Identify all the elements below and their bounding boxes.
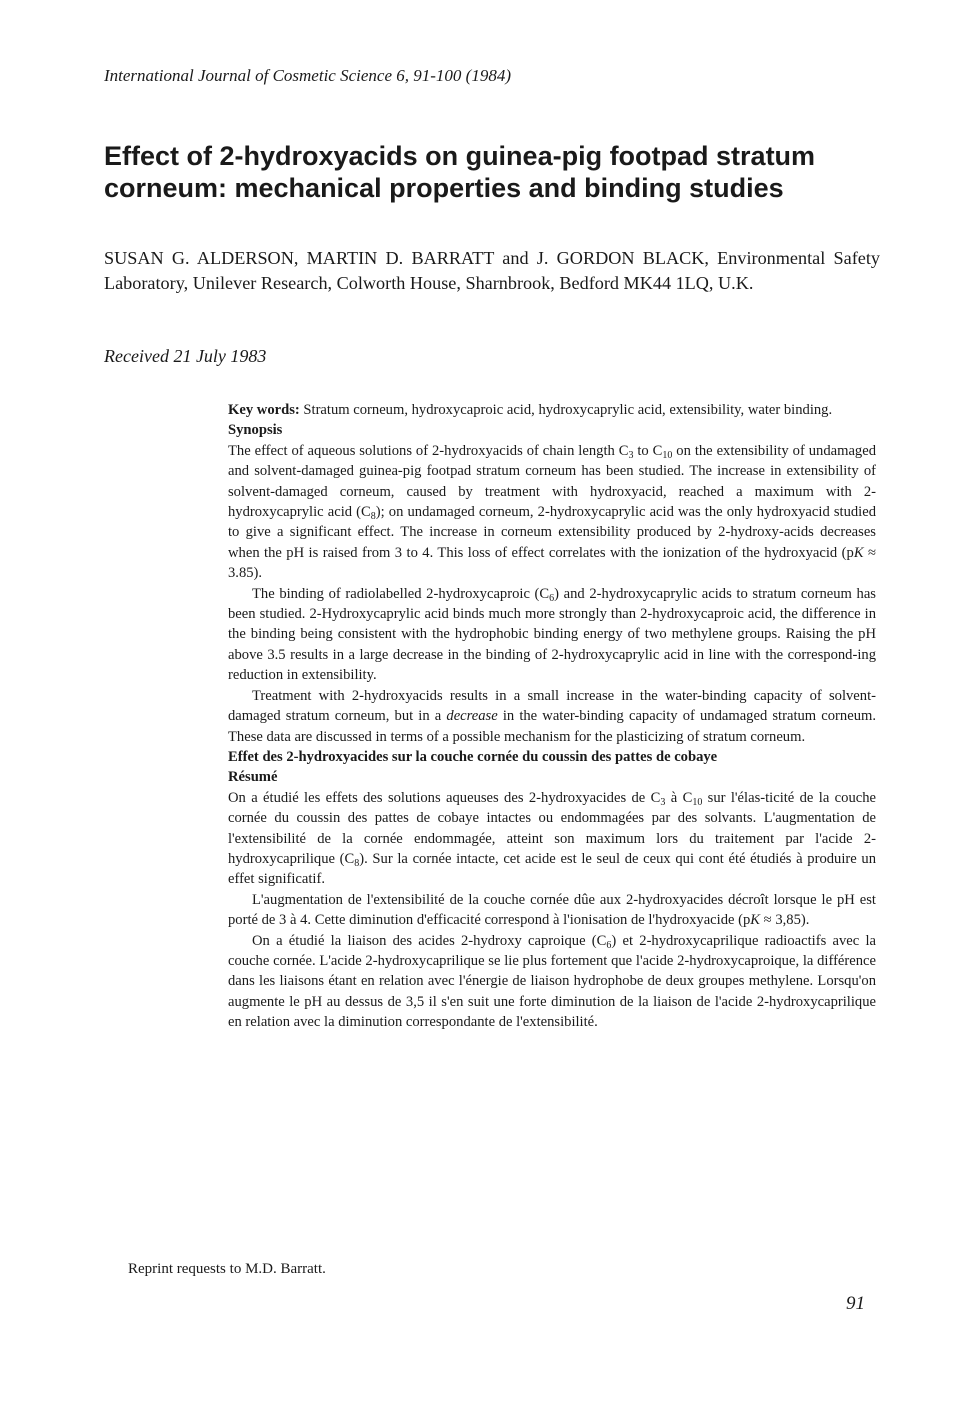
abstract-block: [228, 400, 876, 1033]
subscript: 3: [628, 449, 634, 461]
text-run: ≈ 3.85).: [228, 544, 876, 582]
keywords-label: Key words:: [228, 402, 300, 418]
text-run: L'augmentation de l'extensibilité de la couche cornée dûe aux 2-hydroxyacides décroît lorsque le pH est porté de 3 à 4. Cette diminution d'efficacité correspond à l'ionisation de l'hydroxyacide (p: [228, 891, 876, 929]
french-title: Effet des 2-hydroxyacides sur la couche cornée du coussin des pattes de cobaye: [228, 748, 718, 765]
subscript: 6: [606, 939, 612, 951]
italic-k: K: [750, 912, 761, 929]
keywords-text: Stratum corneum, hydroxycaproic acid, hydroxycaprylic acid, extensibility, water binding.: [299, 402, 833, 418]
text-run: ) and 2-hydroxycaprylic acids to stratum corneum has been studied. 2-Hydroxycaprylic acid binds much more strongly than 2-hydroxycaproic acid, the difference in the binding being consistent with the hydrophobic binding energy of two methylene groups. Raising the pH above 3.5 results in a large decrease in the binding of 2-hydroxycaprylic acid in line with the correspond-ing reduction in extensibility.: [228, 585, 876, 684]
text-run: The binding of radiolabelled 2-hydroxycaproic (C: [252, 585, 550, 602]
text-run: ) et 2-hydroxycaprilique radioactifs avec la couche cornée. L'acide 2-hydroxycaprilique se lie plus fortement que l'acide 2-hydroxycaproique, la différence dans les liaisons étant en relation avec l'énergie de liaison hydrophobe de deux groupes methylene. Lorsqu'on augmente le pH au dessus de 3,5 il s'en suit une forte diminution de la liaison de l'acide 2-hydroxycaprilique en relation avec la diminution correspondante de l'extensibilité.: [228, 932, 876, 1031]
subscript: 6: [549, 592, 555, 604]
text-run: ); on undamaged corneum, 2-hydroxycaprylic acid was the only hydroxyacid studied to give a significant effect. The increase in corneum extensibility produced by 2-hydroxy-acids decreases when the pH is raised from 3 to 4. This loss of effect correlates with the ionization of the hydroxyacid (p: [228, 504, 877, 561]
text-run: Treatment with 2-hydroxyacids results in a small increase in the water-binding capacity of solvent-damaged stratum corneum, but in a: [228, 687, 876, 725]
resume-paragraph-2: [228, 890, 876, 931]
emphasis: decrease: [446, 708, 498, 725]
reprint-note: Reprint requests to M.D. Barratt.: [128, 1261, 326, 1277]
text-run: à C: [665, 789, 693, 806]
text-run: On a étudié la liaison des acides 2-hydroxy caproique (C: [252, 932, 607, 949]
italic-k: K: [853, 544, 864, 561]
synopsis-heading: Synopsis: [228, 422, 283, 439]
text-run: in the water-binding capacity of undamaged stratum corneum. These data are discussed in terms of a possible mechanism for the plasticizing of stratum corneum.: [228, 708, 876, 745]
resume-paragraph-3: [228, 931, 876, 1033]
subscript: 10: [662, 449, 673, 461]
received-date: Received 21 July 1983: [104, 346, 267, 366]
synopsis-paragraph-1: [228, 441, 876, 584]
text-run: ). Sur la cornée intacte, cet acide est le seul de ceux qui cont été étudiés à produire un effet significatif.: [228, 850, 876, 888]
journal-citation: International Journal of Cosmetic Science 6, 91-100 (1984): [104, 66, 511, 85]
text-run: to C: [633, 442, 663, 459]
keywords: [228, 400, 876, 420]
text-run: on the extensibility of undamaged and solvent-damaged guinea-pig footpad stratum corneum has been studied. The increase in extensibility of solvent-damaged corneum, caused by treatment with hydroxyacid, reached a maximum with 2-hydroxycaprylic acid (C: [228, 442, 876, 521]
article-title: Effect of 2-hydroxyacids on guinea-pig footpad stratum corneum: mechanical properties and binding studies: [104, 141, 816, 203]
subscript: 8: [370, 511, 376, 523]
resume-paragraph-1: [228, 788, 876, 890]
resume-heading: Résumé: [228, 769, 278, 786]
text-run: sur l'élas-ticité de la couche cornée du coussin des pattes de cobaye intactes ou endommagées par des solvants. L'augmentation de l'extensibilité de la cornée endommagée, atteint son maximum lors du traitement par l'acide 2-hydroxycaprilique (C: [228, 789, 876, 867]
text-run: ≈ 3,85).: [760, 912, 810, 929]
subscript: 10: [692, 796, 703, 808]
text-run: On a étudié les effets des solutions aqueuses des 2-hydroxyacides de C: [228, 789, 661, 806]
synopsis-paragraph-2: [228, 584, 876, 686]
synopsis-paragraph-3: [228, 686, 876, 747]
subscript: 8: [354, 857, 360, 869]
text-run: The effect of aqueous solutions of 2-hydroxyacids of chain length C: [228, 442, 629, 459]
authors-affiliation: SUSAN G. ALDERSON, MARTIN D. BARRATT and J. GORDON BLACK, Environmental Safety Laboratory, Unilever Research, Colworth House, Sharnbrook, Bedford MK44 1LQ, U.K.: [104, 248, 880, 293]
subscript: 3: [660, 796, 666, 808]
page-number: 91: [846, 1293, 865, 1314]
